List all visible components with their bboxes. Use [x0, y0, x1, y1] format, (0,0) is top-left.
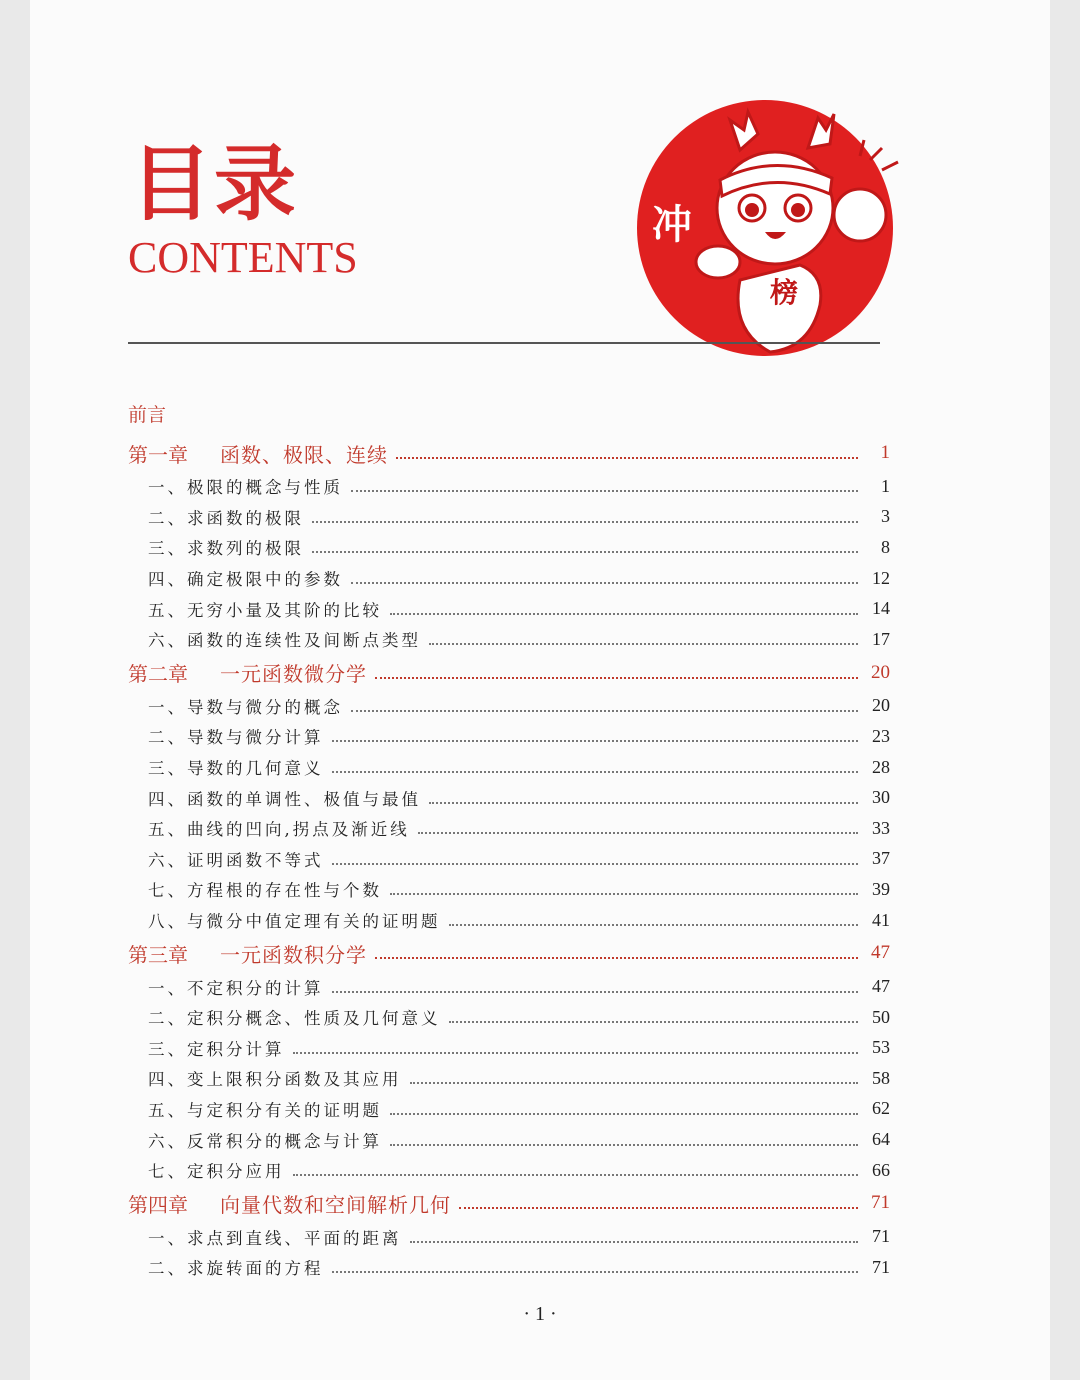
- toc-chapter[interactable]: [128, 655, 890, 691]
- section-title: 四、确定极限中的参数: [148, 570, 343, 590]
- section-title: 四、变上限积分函数及其应用: [148, 1070, 402, 1090]
- section-title: 六、证明函数不等式: [148, 850, 324, 870]
- chapter-number: 第四章: [128, 1192, 188, 1217]
- mascot-illustration: [620, 90, 910, 360]
- section-page: 39: [872, 878, 890, 899]
- page-number: · 1 ·: [523, 1303, 557, 1325]
- section-title: 三、求数列的极限: [148, 539, 304, 559]
- leader-dots: [396, 455, 858, 459]
- chapter-title: 一元函数积分学: [220, 942, 367, 967]
- section-page: 64: [872, 1129, 890, 1150]
- leader-dots: [293, 1172, 859, 1176]
- section-page: 50: [872, 1006, 890, 1027]
- toc-section[interactable]: [128, 1155, 890, 1186]
- leader-dots: [351, 488, 858, 492]
- leader-dots: [332, 1269, 859, 1273]
- toc-section[interactable]: [128, 782, 890, 813]
- section-title: 五、无穷小量及其阶的比较: [148, 600, 382, 620]
- section-title: 五、曲线的凹向,拐点及渐近线: [148, 820, 410, 840]
- toc-section[interactable]: [128, 752, 890, 783]
- toc-section[interactable]: [128, 593, 890, 624]
- title-english: CONTENTS: [128, 233, 358, 282]
- section-page: 62: [872, 1098, 890, 1119]
- leader-dots: [312, 519, 858, 523]
- section-title: 七、定积分应用: [148, 1162, 285, 1182]
- toc-chapter[interactable]: [128, 935, 890, 971]
- leader-dots: [375, 675, 858, 679]
- chapter-title: 向量代数和空间解析几何: [220, 1192, 451, 1217]
- section-page: 41: [872, 909, 890, 930]
- toc-chapter[interactable]: [128, 1185, 890, 1221]
- section-page: 58: [872, 1067, 890, 1088]
- mascot-hand: [696, 246, 740, 278]
- leader-dots: [429, 641, 858, 645]
- leader-dots: [332, 769, 859, 773]
- leader-dots: [332, 989, 859, 993]
- leader-dots: [390, 611, 858, 615]
- toc-section[interactable]: [128, 1221, 890, 1252]
- chapter-page: 47: [871, 942, 890, 964]
- section-title: 一、不定积分的计算: [148, 978, 324, 998]
- section-title: 二、定积分概念、性质及几何意义: [148, 1009, 441, 1029]
- mascot-text-bang: 榜: [770, 276, 799, 309]
- section-page: 66: [872, 1159, 890, 1180]
- section-page: 71: [872, 1226, 890, 1247]
- leader-dots: [351, 708, 858, 712]
- chapter-page: 1: [880, 442, 890, 463]
- leader-dots: [351, 580, 858, 584]
- toc-section[interactable]: [128, 1033, 890, 1064]
- toc-section[interactable]: [128, 905, 890, 936]
- leader-dots: [293, 1050, 859, 1054]
- section-title: 五、与定积分有关的证明题: [148, 1100, 382, 1120]
- toc-section[interactable]: [128, 1124, 890, 1155]
- toc-section[interactable]: [128, 532, 890, 563]
- section-page: 33: [872, 817, 890, 838]
- section-title: 七、方程根的存在性与个数: [148, 881, 382, 901]
- mascot-fist: [834, 189, 886, 241]
- section-page: 3: [881, 506, 890, 527]
- toc-section[interactable]: [128, 502, 890, 533]
- section-title: 三、定积分计算: [148, 1039, 285, 1059]
- chapter-number: 第三章: [128, 942, 188, 967]
- section-title: 六、反常积分的概念与计算: [148, 1131, 382, 1151]
- toc-chapter[interactable]: [128, 435, 890, 471]
- chapter-title: 一元函数微分学: [220, 662, 367, 687]
- toc-section[interactable]: [128, 624, 890, 655]
- leader-dots: [375, 955, 858, 959]
- leader-dots: [429, 800, 858, 804]
- toc-section[interactable]: [128, 1252, 890, 1283]
- section-title: 一、求点到直线、平面的距离: [148, 1228, 402, 1248]
- toc-section[interactable]: [128, 971, 890, 1002]
- leader-dots: [312, 549, 858, 553]
- chapter-number: 第一章: [128, 442, 188, 467]
- section-title: 四、函数的单调性、极值与最值: [148, 789, 421, 809]
- leader-dots: [459, 1205, 858, 1209]
- document-page: [30, 0, 1050, 1380]
- section-page: 8: [881, 536, 890, 557]
- section-title: 八、与微分中值定理有关的证明题: [148, 912, 441, 932]
- toc-section[interactable]: [128, 813, 890, 844]
- header-rule: [128, 342, 880, 344]
- toc-section[interactable]: [128, 721, 890, 752]
- section-page: 37: [872, 848, 890, 869]
- table-of-contents: [128, 395, 890, 1283]
- chapter-page: 20: [871, 661, 890, 683]
- section-page: 71: [872, 1256, 890, 1277]
- section-title: 一、导数与微分的概念: [148, 697, 343, 717]
- leader-dots: [449, 922, 859, 926]
- title-chinese: 目录: [130, 137, 299, 232]
- leader-dots: [390, 1111, 858, 1115]
- section-title: 二、求函数的极限: [148, 508, 304, 528]
- leader-dots: [418, 830, 858, 834]
- section-title: 三、导数的几何意义: [148, 759, 324, 779]
- section-page: 20: [872, 695, 890, 716]
- leader-dots: [410, 1239, 859, 1243]
- section-page: 28: [872, 756, 890, 777]
- section-page: 14: [872, 598, 890, 619]
- section-page: 1: [881, 475, 890, 496]
- leader-dots: [390, 1142, 858, 1146]
- toc-section[interactable]: [128, 691, 890, 722]
- chapter-title: 函数、极限、连续: [220, 442, 388, 467]
- leader-dots: [410, 1080, 859, 1084]
- section-page: 17: [872, 628, 890, 649]
- section-page: 12: [872, 567, 890, 588]
- section-title: 六、函数的连续性及间断点类型: [148, 631, 421, 651]
- leader-dots: [332, 861, 859, 865]
- section-page: 23: [872, 725, 890, 746]
- toc-section[interactable]: [128, 1094, 890, 1125]
- section-title: 二、求旋转面的方程: [148, 1259, 324, 1279]
- section-page: 30: [872, 787, 890, 808]
- section-page: 47: [872, 976, 890, 997]
- chapter-page: 71: [871, 1192, 890, 1214]
- toc-section[interactable]: [128, 874, 890, 905]
- section-page: 53: [872, 1037, 890, 1058]
- toc-section[interactable]: [128, 471, 890, 502]
- toc-section[interactable]: [128, 563, 890, 594]
- toc-preface[interactable]: 前言: [128, 404, 167, 426]
- toc-section[interactable]: [128, 844, 890, 875]
- toc-section[interactable]: [128, 1063, 890, 1094]
- leader-dots: [449, 1019, 859, 1023]
- mascot-text-chong: 冲: [652, 202, 692, 248]
- section-title: 一、极限的概念与性质: [148, 478, 343, 498]
- chapter-number: 第二章: [128, 662, 188, 687]
- toc-section[interactable]: [128, 1002, 890, 1033]
- section-title: 二、导数与微分计算: [148, 728, 324, 748]
- leader-dots: [390, 891, 858, 895]
- leader-dots: [332, 738, 859, 742]
